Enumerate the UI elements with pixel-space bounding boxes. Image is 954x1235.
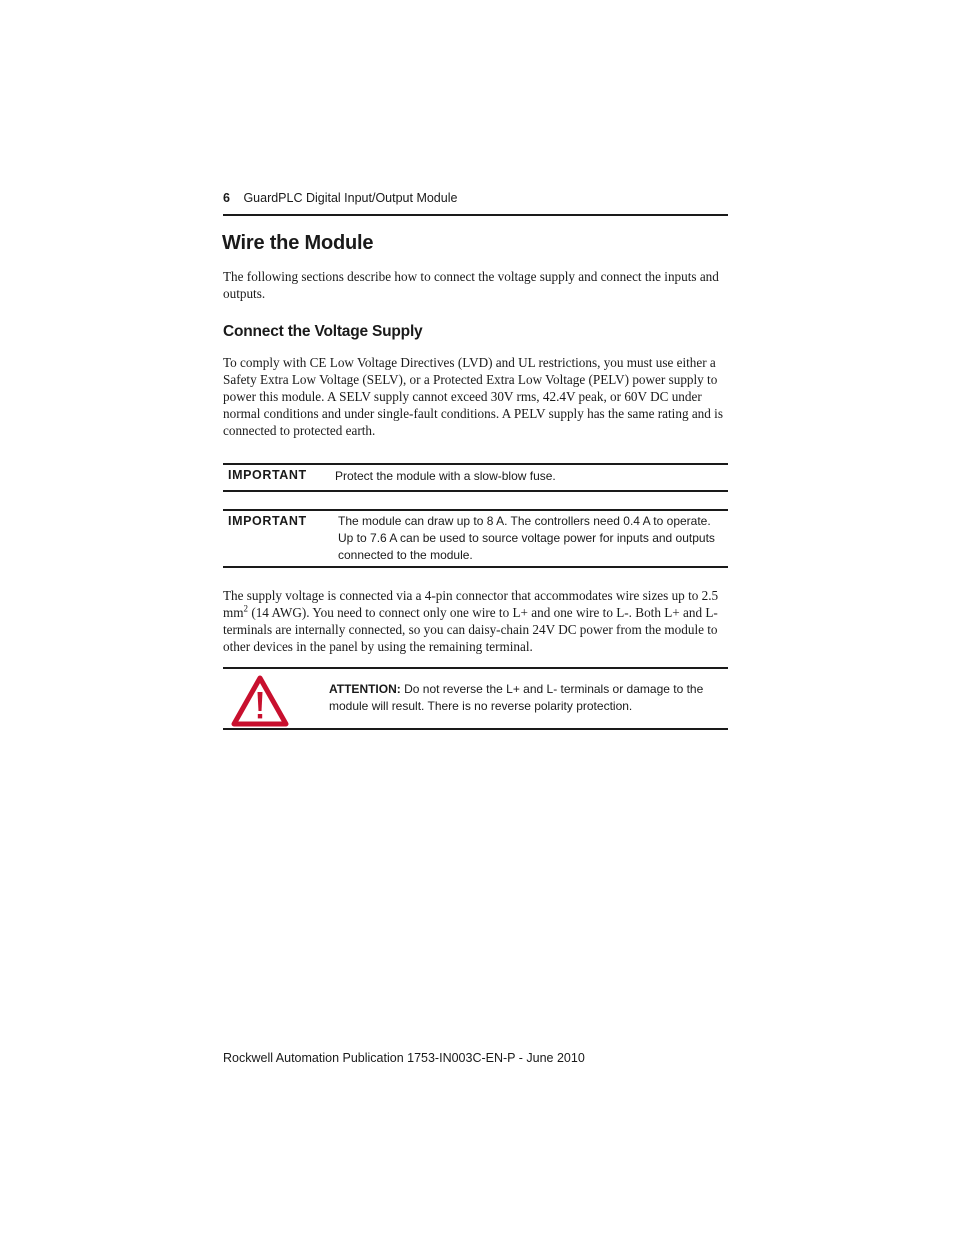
connector-text-part2: (14 AWG). You need to connect only one wire to L+ and one wire to L-. Both L+ and L- terminals are internally connected, so you can daisy-chain 24V DC power from the module to other devices in the panel by using the remaining terminal. xyxy=(223,605,718,654)
important-text: Protect the module with a slow-blow fuse. xyxy=(335,469,556,483)
important-label: IMPORTANT xyxy=(228,514,307,528)
running-title: GuardPLC Digital Input/Output Module xyxy=(243,191,458,205)
subsection-title: Connect the Voltage Supply xyxy=(223,323,423,340)
attention-box xyxy=(223,667,728,730)
warning-triangle-icon xyxy=(231,675,289,727)
section-title: Wire the Module xyxy=(222,232,374,254)
important-text: The module can draw up to 8 A. The controllers need 0.4 A to operate. Up to 7.6 A can be used to source voltage power for inputs and outputs connected to the module. xyxy=(338,514,715,562)
running-header xyxy=(223,191,728,205)
header-rule xyxy=(223,214,728,216)
superscript: 2 xyxy=(243,603,249,614)
important-note-1 xyxy=(223,463,728,492)
footer-publication: Rockwell Automation Publication 1753-IN003C-EN-P - June 2010 xyxy=(223,1051,585,1065)
intro-paragraph: The following sections describe how to connect the voltage supply and connect the inputs and outputs. xyxy=(223,269,719,301)
page-number: 6 xyxy=(223,191,230,205)
connector-text-part1: The supply voltage is connected via a 4-pin connector that accommodates wire sizes up to 2.5 mm xyxy=(223,588,719,620)
connector-paragraph xyxy=(223,587,728,655)
important-note-2 xyxy=(223,509,728,568)
voltage-paragraph: To comply with CE Low Voltage Directives (LVD) and UL restrictions, you must use either a Safety Extra Low Voltage (SELV), or a Protected Extra Low Voltage (PELV) power supply to power this module. A SELV supply cannot exceed 30V rms, 42.4V peak, or 60V DC under normal conditions and under single-fault conditions. A PELV supply has the same rating and is connected to protected earth. xyxy=(223,355,723,438)
attention-label: ATTENTION: xyxy=(329,682,401,696)
important-label: IMPORTANT xyxy=(228,468,307,482)
attention-message xyxy=(329,681,729,715)
attention-text: Do not reverse the L+ and L- terminals or damage to the module will result. There is no reverse polarity protection. xyxy=(329,682,704,713)
